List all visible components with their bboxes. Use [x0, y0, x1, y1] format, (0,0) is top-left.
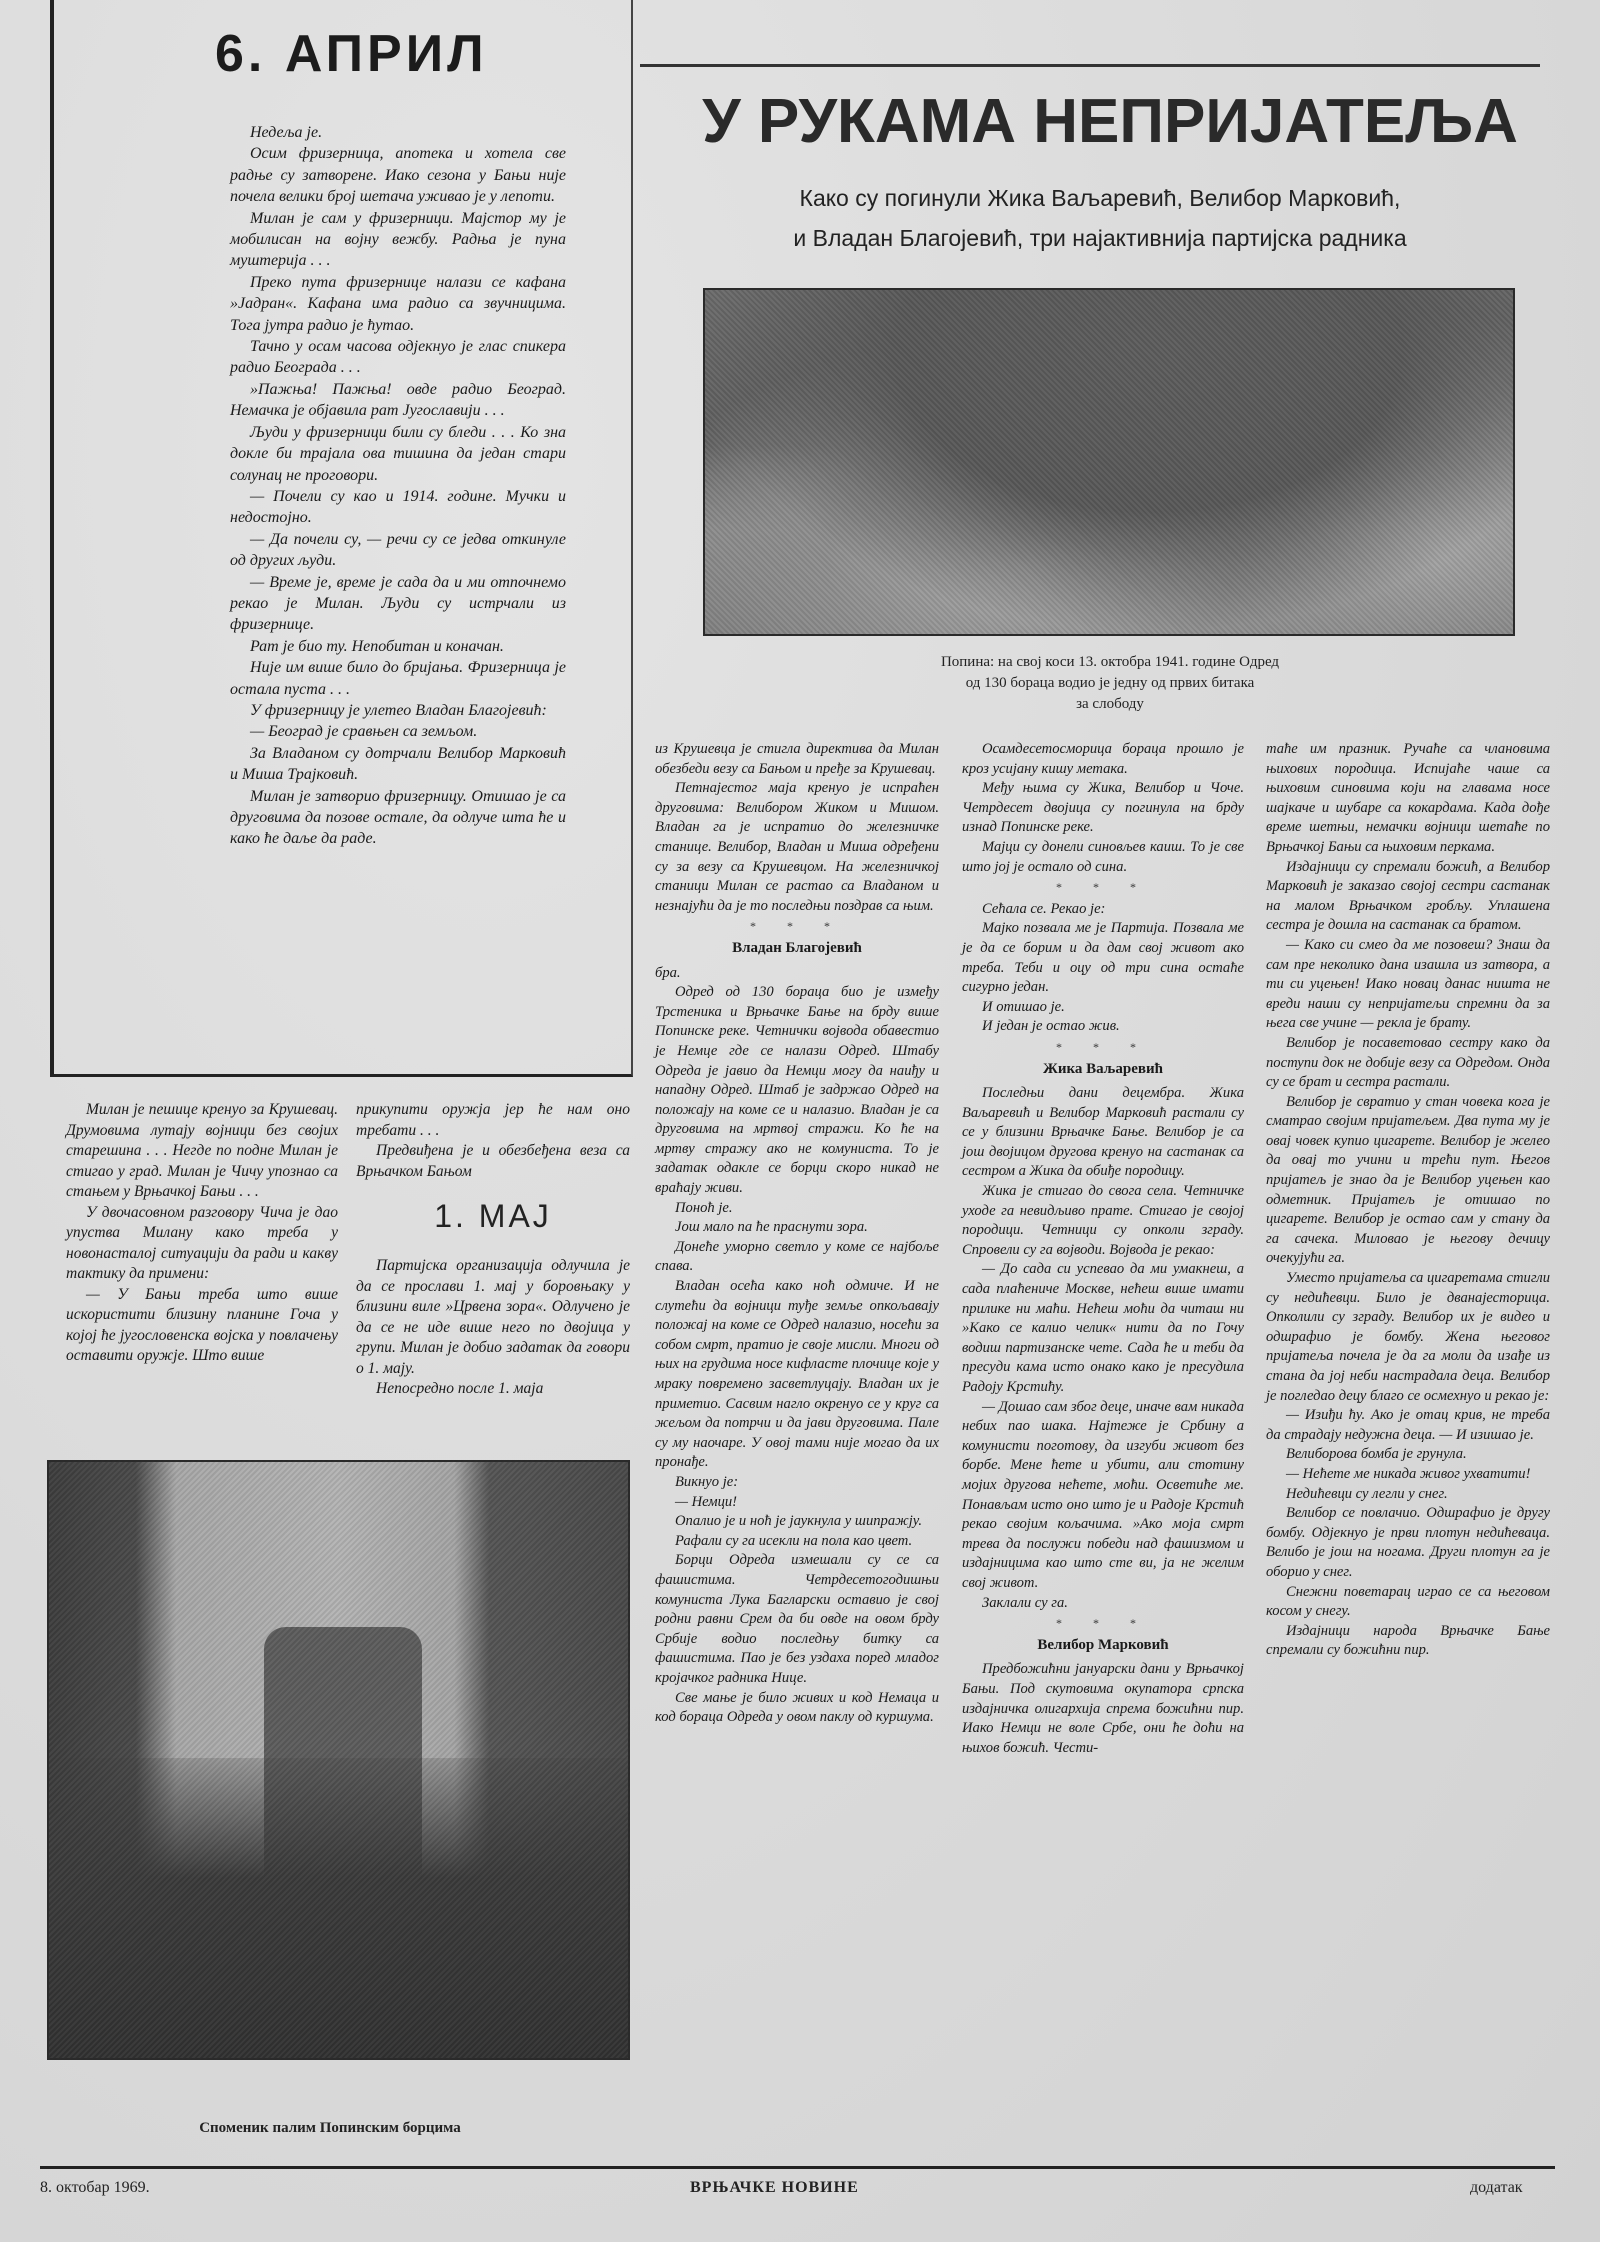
hill-photo-caption — [820, 652, 1400, 715]
paragraph: Жика је стигао до свога села. Четничке уходе га невидљиво прате. Стигао је својој породици. Четници су опколи зграду. Спровели су га војводи. Војвода је рекао: — [962, 1183, 1244, 1258]
paragraph: У фризерницу је улетео Владан Благојевић: — [250, 701, 547, 719]
paragraph: Последњи дани децембра. Жика Ваљаревић и Велибор Марковић растали су се у близини Врњачке Бање. Велибор је са још двојицом другова кренуо на састанак са сестром а Жика да обиђе породицу. — [962, 1085, 1244, 1180]
paragraph: Донеће уморно светло у коме се најбоље спава. — [655, 1238, 939, 1275]
section-divider-stars: * * * — [1056, 1616, 1150, 1631]
subhead-velibor: Велибор Марковић — [1037, 1636, 1169, 1653]
caption-line-1: Попина: на свој коси 13. октобра 1941. године Одред — [940, 654, 1280, 670]
paragraph: Међу њима су Жика, Велибор и Чоче. Четрдесет двојица су погинула на брду изнад Попинске реке. — [962, 780, 1244, 836]
paragraph: — Време је, време је сада да и ми отпочнемо рекао је Милан. Људи су истрчали из фризернице. — [230, 573, 566, 634]
footer-date: 8. октобар 1969. — [40, 2179, 150, 2196]
paragraph: Борци Одреда измешали су се са фашистима. Четрдесетогодишњи комуниста Лука Багларски оставио је свој родни равни Срем да би овде на овом брду Србије водио последњу битку са фашистима. Пао је без уздаха поред младог кројачког радника Нице. — [655, 1552, 939, 1686]
monument-photo — [47, 1460, 630, 2060]
paragraph: — Да почели су, — речи су се једва откинуле од других људи. — [230, 530, 566, 570]
main-column-a — [655, 740, 939, 1728]
paragraph: Владан осећа како ноћ одмиче. И не слутећи да војници туђе земље опкољавају положај на коме се Одред налазио, носећи за собом смрт, пратио је своје мисли. Многи од њих на грудима носе кифласте плочице које у мраку повремено засветлуцају. Владан их је приметио. Сасвим нагло окренуо се у круг са жељом да потрчи и да јави друговима. Пале су му наочаре. У овој тами није могао да их пронађе. — [655, 1278, 939, 1471]
paragraph: Милан је сам у фризерници. Мајстор му је мобилисан на војну вежбу. Радња је пуна муштерија . . . — [230, 209, 566, 270]
paragraph: Сећала се. Рекао је: — [982, 900, 1106, 917]
paragraph: — Нећете ме никада живог ухватити! — [1286, 1465, 1531, 1482]
headline-top-rule — [640, 64, 1540, 67]
photo-foreground — [49, 1758, 628, 2058]
paragraph: Недићевци су легли у снег. — [1286, 1485, 1448, 1502]
deck-line-2: и Владан Благојевић, три најактивнија партијска радника — [793, 225, 1407, 251]
main-column-c — [1266, 740, 1550, 1661]
deck-line-1: Како су погинули Жика Ваљаревић, Велибор Марковић, — [799, 185, 1401, 211]
main-column-b — [962, 740, 1244, 1758]
paragraph: У двочасовном разговору Чича је дао упуства Милану како треба у новонасталој ситуацији да ради и какву тактику да примени: — [66, 1203, 338, 1282]
paragraph: — Немци! — [675, 1493, 738, 1510]
paragraph: Предбожићни јануарски дани у Врњачкој Бањи. Под скутовима окупатора српска издајничка олигархија спрема божићни пир. Иако Немци не воле Србе, они ће доћи на њихов божић. Чести- — [962, 1661, 1244, 1756]
paragraph: — Београд је сравњен са земљом. — [250, 723, 478, 741]
paragraph: Велибор се повлачио. Одшрафио је другу бомбу. Одјекнуо је први плотун недићеваца. Велибо је још на ногама. Други плотун га је оборио у снег. — [1266, 1505, 1550, 1580]
paragraph: Осим фризерница, апотека и хотела све радње су затворене. Иако сезона у Бањи није почела велики број шетача уживао је у лепоти. — [230, 145, 566, 206]
paragraph: Партијска организација одлучила је да се прослави 1. мај у боровњаку у близини виле »Црвена зора«. Одлучено је да се не иде више него по двојица у групи. Милан је добио задатак да говори о 1. мају. — [356, 1257, 630, 1377]
paragraph: — Дошао сам због деце, иначе вам никада небих пао шака. Најтеже је Србину а комунисти поготову, да изгуби живот без борбе. Мене ћете и убити, али стотину мојих другова нећете, моћи. Осветиће ме. Понављам исто оно што је и Радоје Крстић рекао својим кољачима. »Ако моја смрт трева да послужи победи над фашизмом и издајницима као што сте ви, ја не желим свој живот. — [962, 1398, 1244, 1591]
paragraph: Рат је био ту. Непобитан и коначан. — [250, 637, 504, 655]
paragraph: За Владаном су дотрчали Велибор Марковић и Миша Трајковић. — [230, 744, 566, 784]
paragraph: Одред од 130 бораца био је између Трстеника и Врњачке Бање на брду више Попинске реке. Четнички војвода обавестио је Немце где се налази Одред. Штабу Одреда је јавио да Немци могу да наиђу и нападну Одред. Штаб је задржао Одред на положају на коме се и налазио. Владан је са друговима на мртвој стражи. Ко ће на мртву стражу ако не комуниста. То је задатак одакле се борци скоро никад не враћају живи. — [655, 984, 939, 1197]
paragraph: — Како си смео да ме позовеш? Знаш да сам пре неколико дана изашла из затвора, а ти си уцењен! Иако новац данас ништа не вреди наши су непријатељи спремни да за њега све учине — рекла је брату. — [1266, 936, 1550, 1032]
section-divider-stars: * * * — [1056, 880, 1150, 895]
paragraph: Милан је пешице кренуо за Крушевац. Друмовима лутају војници без својих старешина . . . Негде по подне Милан је стигао у град. Милан је Чичу упознао са стањем у Врњачкој Бањи . . . — [66, 1101, 338, 1200]
paragraph: прикупити оружја јер ће нам оно требати . . . — [356, 1101, 630, 1139]
paragraph: Опалио је и ноћ је јаукнула у шипражју. — [675, 1513, 922, 1530]
paragraph: из Крушевца је стигла директива да Милан обезбеди везу са Бањом и пређе за Крушевац. — [655, 741, 939, 777]
paragraph: Све мање је било живих и код Немаца и код бораца Одреда у овом паклу од куршума. — [655, 1689, 939, 1726]
paragraph: — Изиђи ћу. Ако је отац крив, не треба да страдају недужна деца. — И изишао је. — [1266, 1407, 1550, 1443]
april-headline: 6. АПРИЛ — [215, 25, 488, 83]
left-lower-column-2-top — [356, 1100, 630, 1182]
paragraph: Недеља је. — [250, 124, 323, 141]
paragraph: Мајко позвала ме је Партија. Позвала ме је да се борим и да дам свој живот ако треба. Теби и оцу од три сина остаће сигурно један. — [962, 920, 1244, 996]
caption-line-3: за слободу — [1076, 696, 1144, 712]
monument-photo-caption: Споменик палим Попинским борцима — [199, 2120, 461, 2136]
paragraph: Велибор је свратио у стан човека кога је сматрао својим пријатељем. Два пута му је овај човек купио цигарете. Велибор је желео да овај то учини и трећи пут. Његов пријатељ је знао да је Велибор уцењен као одметник. Пријатељ је отишао по цигарете. Велибор је остао сам у стану да га сачека. Миловао је његову дечицу очекујући га. — [1266, 1093, 1550, 1267]
paragraph: Петнајестог маја кренуо је испраћен друговима: Велибором Жиком и Мишом. Владан га је испратио до железничке станице. Велибор, Владан и Миша одређени су за везу са Крушевцом. На железничкој станици Милан се растао са Владаном и незнајући да је то последњи поздрав са њим. — [655, 780, 939, 914]
paragraph: Људи у фризерници били су бледи . . . Ко зна докле би трајала ова тишина да један стари солунац не проговори. — [230, 423, 566, 484]
paragraph: — До сада си успевао да ми умакнеш, а сада плаћениче Москве, нећеш више имати прилике ни маћи. Нећеш моћи да читаш ни »Како се калио челик« нити да по Гочу водиш партизанске чете. Сада ће и теби да пресуди кама исто онако како је пресудила Радоју Крстићу. — [962, 1261, 1244, 1395]
caption-line-2: од 130 бораца водио је једну од првих битака — [965, 675, 1255, 691]
paragraph: И отишао је. — [982, 998, 1065, 1015]
paragraph: »Пажња! Пажња! овде радио Београд. Немачка је објавила рат Југославији . . . — [230, 380, 566, 420]
monument-stone — [264, 1627, 422, 1887]
footer-rule — [40, 2166, 1555, 2169]
paragraph: Није им више било до бријања. Фризерница је остала пуста . . . — [230, 659, 566, 698]
left-lower-column-2-bottom — [356, 1256, 630, 1400]
footer-section: додатак — [1470, 2179, 1523, 2196]
section-divider-stars: * * * — [750, 919, 844, 934]
paragraph: Велиборова бомба је грунула. — [1286, 1446, 1467, 1463]
paragraph: Поноћ је. — [675, 1199, 733, 1216]
paragraph: Велибор је посаветовао сестру како да поступи док не добије везу са Одредом. Онда су се брат и сестра растали. — [1266, 1034, 1550, 1091]
paragraph: Издајници народа Врњачке Бање спремали су божићни пир. — [1266, 1622, 1550, 1659]
paragraph: Предвиђена је и обезбеђена веза са Врњачком Бањом — [356, 1142, 630, 1180]
paragraph: Мајци су донели синовљев каиш. То је све што јој је остало од сина. — [962, 838, 1244, 875]
paragraph: Уместо пријатеља са цигаретама стигли су недићевци. Било је дванајесторица. Опколили су зграду. Велибор их је видео и одшрафио је бомбу. Жена његовог пријатеља почела је да га моли да изађе из стана да јој неби настрадала деца. Велибор је погледао децу благо се осмехнуо и рекао је: — [1266, 1270, 1550, 1404]
popina-hill-photo — [703, 288, 1515, 636]
paragraph: бра. — [655, 964, 681, 981]
paragraph: таће им празник. Ручаће са члановима њихових породица. Испијаће чаше са њиховим синовима који на главама носе шајкаче и шубаре са кокардама. Када дође време шетњи, немачки војници шетаће по Врњачкој Бањи са њиховим перкама. — [1266, 741, 1550, 855]
paragraph: — У Бањи треба што више искористити близину планине Гоча у којој ће југословенска војска у повлачењу оставити оружје. Што више — [66, 1285, 338, 1364]
paragraph: Осамдесетосморица бораца прошло је кроз усијану кишу метака. — [962, 741, 1244, 777]
subhead-vladan: Владан Благојевић — [732, 939, 862, 956]
paragraph: Издајници су спремали божић, а Велибор Марковић је заказао својој сестри састанак на малом Врњачком гробљу. Уплашена сестра је дошла на састанак са братом. — [1266, 858, 1550, 934]
paragraph: Још мало па ће праснути зора. — [675, 1219, 868, 1236]
paragraph: Снежни поветарац играо се са његовом косом у снегу. — [1266, 1583, 1550, 1620]
paragraph: — Почели су као и 1914. године. Мучки и недостојно. — [230, 487, 566, 527]
paragraph: Преко пута фризернице налази се кафана »Јадран«. Кафана има радио са звучницима. Тога јутра радио је ћутао. — [230, 273, 566, 334]
may-day-headline: 1. МАЈ — [434, 1198, 552, 1234]
april-article-body — [230, 122, 566, 850]
section-divider-stars: * * * — [1056, 1039, 1150, 1054]
left-lower-column-1 — [66, 1100, 338, 1367]
headline-deck — [660, 178, 1540, 258]
paragraph: Тачно у осам часова одјекнуо је глас спикера радио Београда . . . — [230, 338, 566, 377]
paragraph: Непосредно после 1. маја — [376, 1380, 544, 1397]
paragraph: Заклали су га. — [982, 1594, 1068, 1611]
paragraph: Рафали су га исекли на пола као цвет. — [675, 1532, 913, 1549]
paragraph: И један је остао жив. — [982, 1018, 1120, 1035]
subhead-zika: Жика Ваљаревић — [1043, 1060, 1163, 1077]
paragraph: Милан је затворио фризерницу. Отишао је са друговима да позове остале, да одлуче шта ће и како ће даље да раде. — [230, 787, 566, 848]
paragraph: Викнуо је: — [675, 1473, 739, 1490]
footer-paper-name: ВРЊАЧКЕ НОВИНЕ — [690, 2179, 859, 2196]
main-headline: У РУКАМА НЕПРИЈАТЕЉА — [702, 87, 1518, 156]
